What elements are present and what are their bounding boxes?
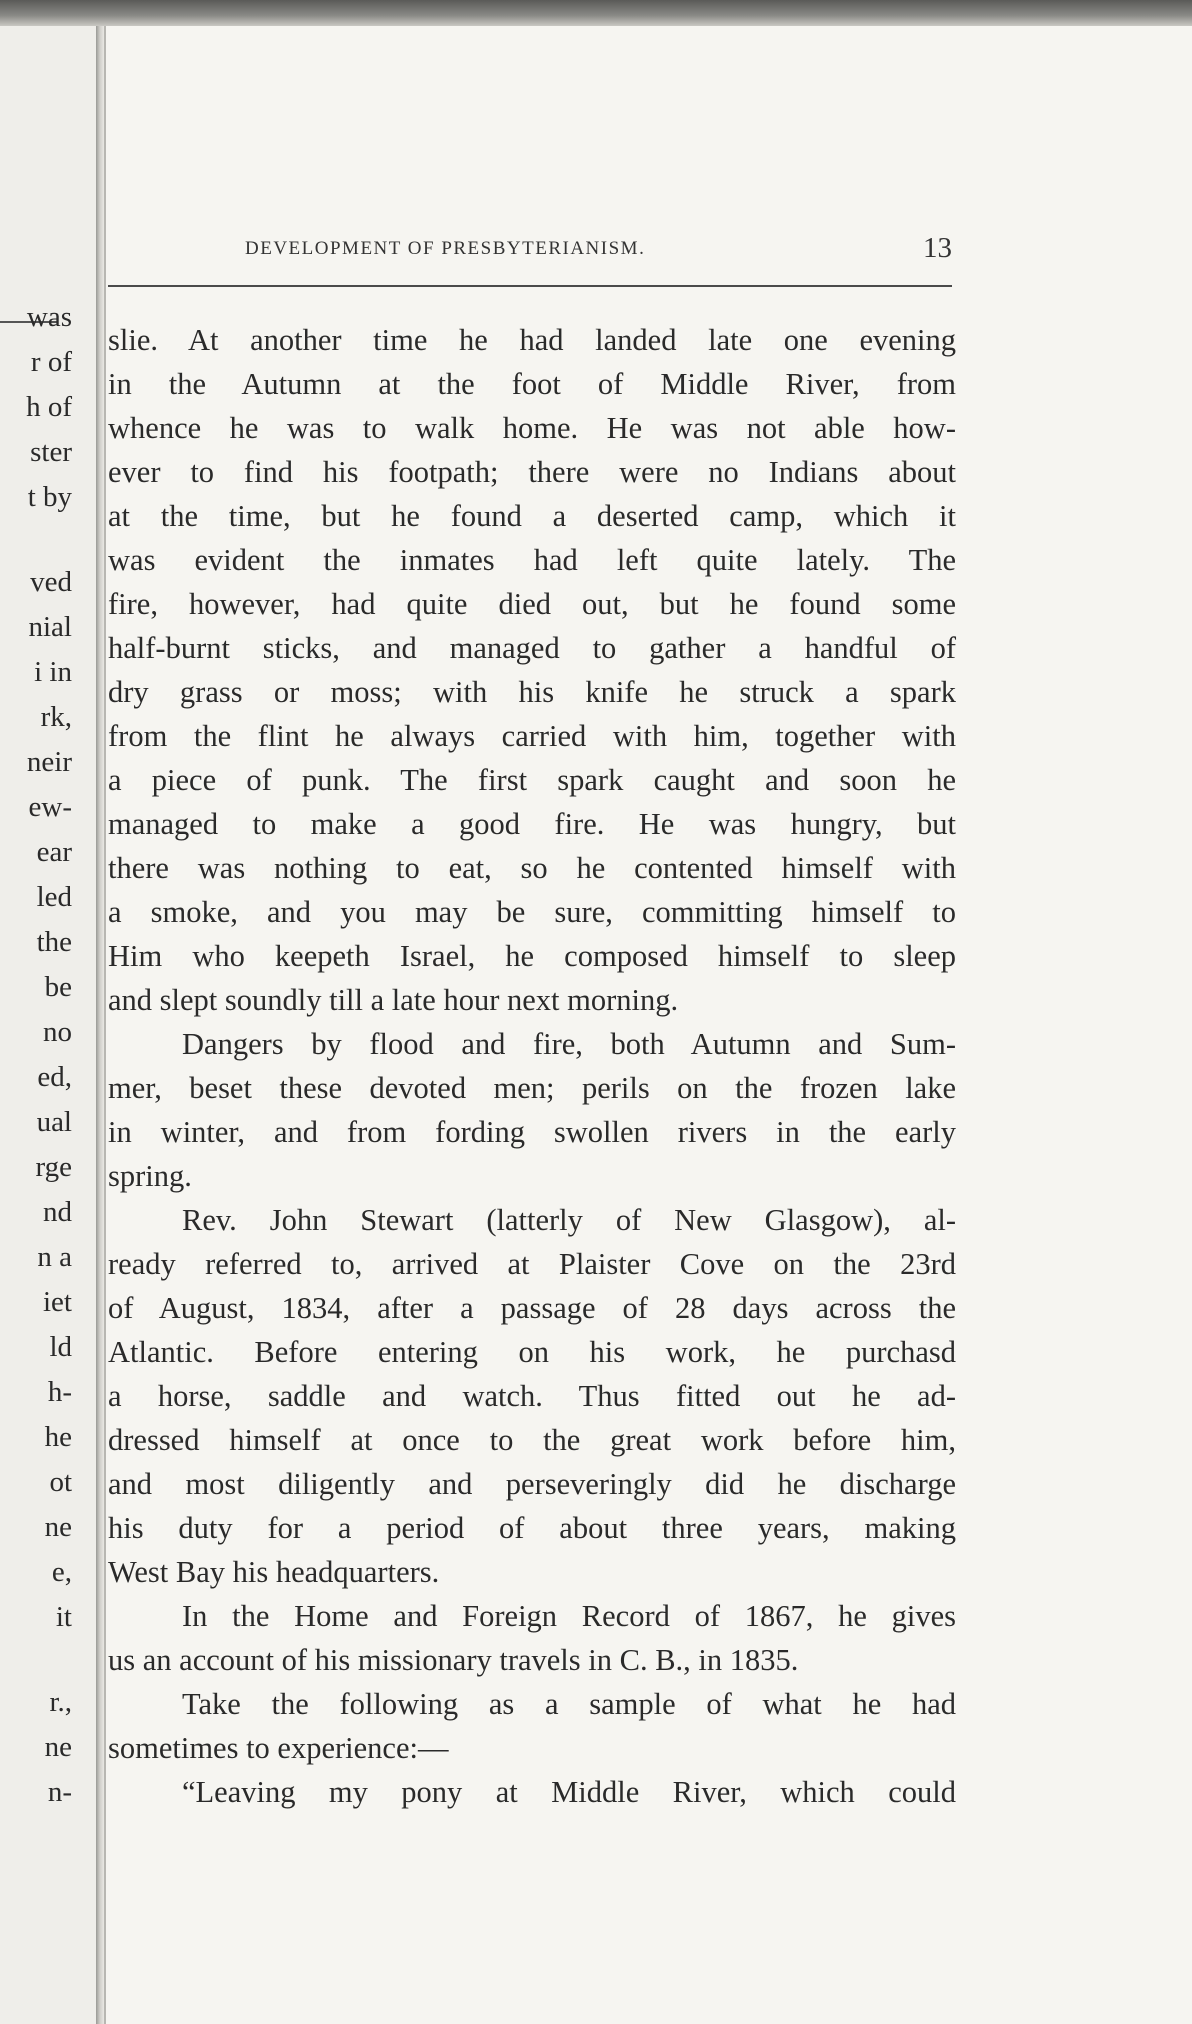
text-line: in winter, and from fording swollen rivers in the early bbox=[108, 1115, 956, 1149]
facing-page-fragment: iet bbox=[43, 1286, 72, 1318]
facing-page-fragment: r., bbox=[49, 1686, 72, 1718]
facing-page-fragment: ear bbox=[36, 836, 72, 868]
text-line: Him who keepeth Israel, he composed himself to sleep bbox=[108, 939, 956, 973]
text-line: and slept soundly till a late hour next morning. bbox=[108, 983, 679, 1017]
text-line: In the Home and Foreign Record of 1867, he gives bbox=[182, 1599, 956, 1633]
facing-page-fragment: i in bbox=[34, 656, 72, 688]
text-line: there was nothing to eat, so he contented himself with bbox=[108, 851, 956, 885]
facing-page-fragment: no bbox=[43, 1016, 72, 1048]
facing-page-fragment: n a bbox=[37, 1241, 72, 1273]
body-text bbox=[108, 318, 956, 1814]
text-line: fire, however, had quite died out, but he found some bbox=[108, 587, 956, 621]
text-line: of August, 1834, after a passage of 28 days across the bbox=[108, 1291, 956, 1325]
text-line: a horse, saddle and watch. Thus fitted out he ad- bbox=[108, 1379, 956, 1413]
text-line: half-burnt sticks, and managed to gather a handful of bbox=[108, 631, 956, 665]
facing-page-fragment: rge bbox=[35, 1151, 72, 1183]
text-line: dry grass or moss; with his knife he struck a spark bbox=[108, 675, 956, 709]
facing-page-edge bbox=[0, 26, 96, 2024]
text-line: Atlantic. Before entering on his work, he purchasd bbox=[108, 1335, 956, 1369]
text-line: Take the following as a sample of what he had bbox=[182, 1687, 956, 1721]
facing-page-fragment: ld bbox=[49, 1331, 72, 1363]
facing-page-fragment: ved bbox=[30, 566, 72, 598]
facing-page-fragment: ot bbox=[49, 1466, 72, 1498]
text-line: and most diligently and perseveringly did he discharge bbox=[108, 1467, 956, 1501]
facing-page-fragment: be bbox=[44, 971, 72, 1003]
facing-page-fragment: h of bbox=[26, 391, 72, 423]
text-line: sometimes to experience:— bbox=[108, 1731, 449, 1765]
text-line: ever to find his footpath; there were no Indians about bbox=[108, 455, 956, 489]
facing-page-fragment: nd bbox=[43, 1196, 72, 1228]
facing-page-fragment: the bbox=[36, 926, 72, 958]
text-line: managed to make a good fire. He was hungry, but bbox=[108, 807, 956, 841]
text-line: a piece of punk. The first spark caught and soon he bbox=[108, 763, 956, 797]
text-line: mer, beset these devoted men; perils on the frozen lake bbox=[108, 1071, 956, 1105]
facing-page-fragment: ual bbox=[36, 1106, 72, 1138]
facing-page-fragment: neir bbox=[26, 746, 72, 778]
text-line: slie. At another time he had landed late one evening bbox=[108, 323, 956, 357]
facing-page-fragment: nial bbox=[28, 611, 72, 643]
text-line: ready referred to, arrived at Plaister Cove on the 23rd bbox=[108, 1247, 956, 1281]
page-edge-line bbox=[104, 26, 106, 2024]
scan-top-shadow bbox=[0, 0, 1192, 26]
text-line: Dangers by flood and fire, both Autumn and Sum- bbox=[182, 1027, 956, 1061]
book-gutter bbox=[96, 26, 104, 2024]
facing-page-fragment: n- bbox=[47, 1776, 72, 1808]
facing-page-fragment: t by bbox=[27, 481, 72, 513]
facing-page-fragment: was bbox=[26, 301, 72, 333]
facing-page-fragment: ew- bbox=[28, 791, 72, 823]
page-number: 13 bbox=[923, 232, 952, 264]
facing-page-fragment: h- bbox=[47, 1376, 72, 1408]
text-line: us an account of his missionary travels in C. B., in 1835. bbox=[108, 1643, 799, 1677]
facing-page-fragment: ster bbox=[30, 436, 72, 468]
text-line: his duty for a period of about three years, making bbox=[108, 1511, 956, 1545]
facing-page-fragment: it bbox=[55, 1601, 72, 1633]
header-rule bbox=[108, 285, 952, 287]
text-line: Rev. John Stewart (latterly of New Glasgow), al- bbox=[182, 1203, 956, 1237]
running-head-title: DEVELOPMENT OF PRESBYTERIANISM. bbox=[245, 238, 646, 259]
text-line: a smoke, and you may be sure, committing himself to bbox=[108, 895, 956, 929]
text-line: spring. bbox=[108, 1159, 192, 1193]
text-line: dressed himself at once to the great work before him, bbox=[108, 1423, 956, 1457]
facing-page-fragment: e, bbox=[51, 1556, 72, 1588]
facing-page-fragment: ne bbox=[44, 1511, 72, 1543]
facing-page-fragment: led bbox=[36, 881, 72, 913]
facing-page-fragment: ed, bbox=[37, 1061, 72, 1093]
text-line: whence he was to walk home. He was not able how- bbox=[108, 411, 956, 445]
facing-page-fragment: r of bbox=[30, 346, 72, 378]
text-line: “Leaving my pony at Middle River, which could bbox=[182, 1775, 956, 1809]
text-line: in the Autumn at the foot of Middle River, from bbox=[108, 367, 956, 401]
text-line: was evident the inmates had left quite lately. The bbox=[108, 543, 956, 577]
facing-page-fragment: ne bbox=[44, 1731, 72, 1763]
text-line: at the time, but he found a deserted camp, which it bbox=[108, 499, 956, 533]
running-head bbox=[140, 232, 952, 272]
facing-page-fragment: rk, bbox=[40, 701, 72, 733]
text-line: from the flint he always carried with him, together with bbox=[108, 719, 956, 753]
text-line: West Bay his headquarters. bbox=[108, 1555, 440, 1589]
facing-page-fragment: he bbox=[44, 1421, 72, 1453]
